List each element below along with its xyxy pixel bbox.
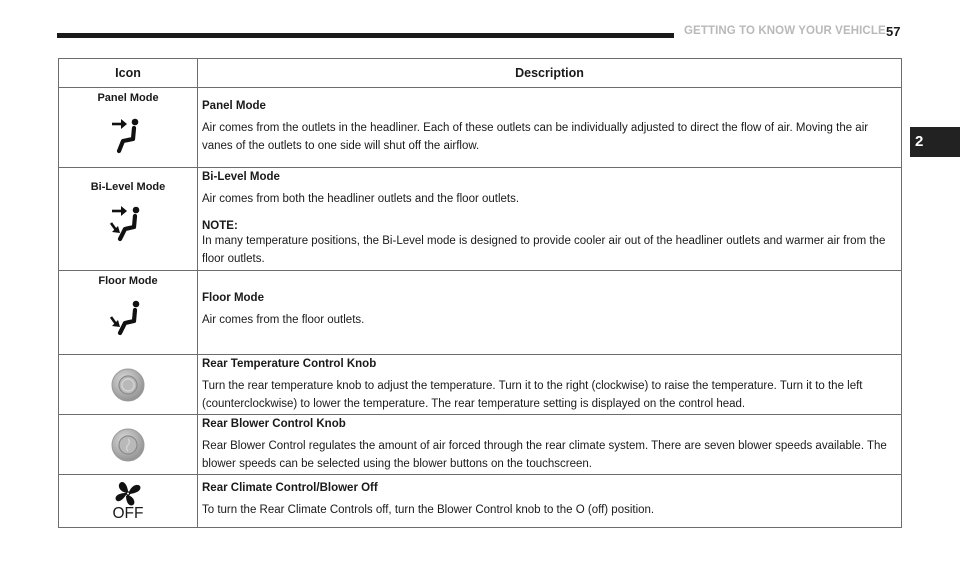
table-row (59, 271, 902, 355)
chapter-tab: 2 (910, 127, 960, 157)
description-cell (198, 355, 902, 415)
header-section-title: GETTING TO KNOW YOUR VEHICLE (684, 25, 886, 37)
description-text: To turn the Rear Climate Controls off, turn the Blower Control knob to the O (off) position. (202, 504, 655, 516)
description-cell (198, 415, 902, 475)
floor-mode-icon (108, 295, 148, 341)
description-cell (198, 271, 902, 355)
icon-cell (59, 415, 198, 475)
note-text: In many temperature positions, the Bi-Level mode is designed to provide cooler air out of the headliner outlets and warmer air from the floor outlets. (202, 235, 886, 265)
icon-cell (59, 271, 198, 355)
icon-label: Panel Mode (97, 92, 159, 104)
fan-off-label: OFF (112, 505, 144, 522)
table-header-row (59, 59, 902, 88)
description-title: Rear Temperature Control Knob (202, 358, 377, 370)
icon-cell (59, 88, 198, 168)
fan-off-icon (114, 481, 142, 507)
table-row (59, 168, 902, 271)
icon-cell (59, 355, 198, 415)
climate-modes-table (58, 58, 902, 528)
icon-cell (59, 475, 198, 528)
table-row (59, 415, 902, 475)
table-row (59, 88, 902, 168)
column-header-description: Description (198, 59, 902, 88)
description-text: Air comes from the outlets in the headliner. Each of these outlets can be individually adjusted to direct the flow of air. Moving the air vanes of the outlets to one side will shut off the airflow. (202, 122, 869, 152)
description-cell (198, 475, 902, 528)
page-number: 57 (886, 24, 901, 39)
panel-mode-icon (108, 112, 148, 158)
bi-level-mode-icon (108, 201, 148, 247)
description-title: Panel Mode (202, 100, 266, 112)
header-rule (57, 33, 674, 38)
description-text: Turn the rear temperature knob to adjust the temperature. Turn it to the right (clockwise) to raise the temperature. Turn it to the left (counterclockwise) to lower the temperature. The rear temperature setting is displayed on the control head. (202, 380, 863, 410)
note-label: NOTE: (202, 220, 238, 232)
description-text: Air comes from both the headliner outlets and the floor outlets. (202, 193, 520, 205)
description-title: Rear Blower Control Knob (202, 418, 346, 430)
description-text: Air comes from the floor outlets. (202, 314, 365, 326)
description-title: Floor Mode (202, 292, 264, 304)
table-row (59, 475, 902, 528)
icon-label: Floor Mode (98, 275, 158, 287)
description-cell (198, 88, 902, 168)
description-cell (198, 168, 902, 271)
icon-label: Bi-Level Mode (90, 181, 166, 193)
column-header-icon: Icon (59, 59, 198, 88)
description-title: Rear Climate Control/Blower Off (202, 482, 378, 494)
rear-blower-knob-icon (111, 428, 145, 462)
table-row (59, 355, 902, 415)
rear-temperature-knob-icon (111, 368, 145, 402)
description-text: Rear Blower Control regulates the amount of air forced through the rear climate system. There are seven blower speeds available. The blower speeds can be selected using the blower buttons on the touchscreen. (202, 440, 887, 470)
icon-cell (59, 168, 198, 271)
description-title: Bi-Level Mode (202, 171, 280, 183)
